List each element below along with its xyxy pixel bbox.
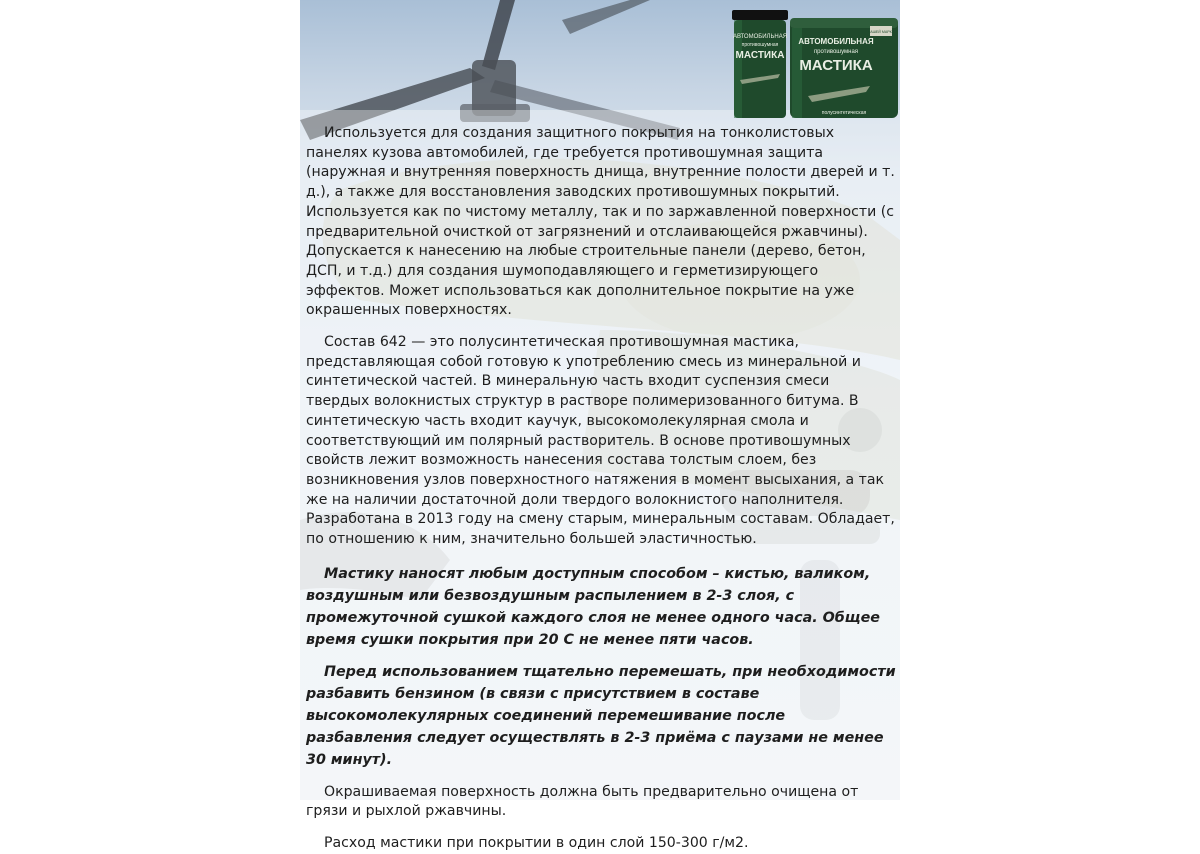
small-can-line3: МАСТИКА: [735, 50, 785, 61]
article-text: [306, 124, 896, 854]
large-can-line1: АВТОМОБИЛЬНАЯ: [798, 37, 874, 46]
paragraph-surface-prep: Окрашиваемая поверхность должна быть предварительно очищена от грязи и рыхлой ржавчины.: [306, 783, 859, 820]
paragraph-application-method: Мастику наносят любым доступным способом – кистью, валиком, воздушным или безвоздушным распылением в 2-3 слоя, с промежуточной сушкой каждого слоя не менее одного часа. Общее время сушки покрытия при 20 С не менее пяти часов.: [306, 565, 880, 648]
product-info-panel: [300, 0, 900, 852]
paragraph-consumption: Расход мастики при покрытии в один слой 150-300 г/м2.: [324, 835, 749, 852]
small-can-line1: АВТОМОБИЛЬНАЯ: [732, 34, 788, 40]
paragraph-composition: Состав 642 — это полусинтетическая противошумная мастика, представляющая собой готовую к употреблению смесь из минеральной и синтетической частей. В минеральную часть входит суспензия смеси твердых волокнистых структур в растворе полимеризованного битума. В синтетическую часть входит каучук, высокомолекулярная смола и соответствующий им полярный растворитель. В основе противошумных свойств лежит возможность нанесения состава толстым слоем, без возникновения узлов поверхностного натяжения в момент высыхания, а так же на наличии достаточной доли твердого волокнистого наполнителя. Разработана в 2013 году на смену старым, минеральным составам. Обладает, по отношению к ним, значительно большей эластичностью.: [306, 334, 895, 548]
paragraph-preparation: Перед использованием тщательно перемешать, при необходимости разбавить бензином (в связи с присутствием в составе высокомолекулярных соединений перемешивание после разбавления следует осуществлять в 2-3 приёма с паузами не менее 30 минут).: [306, 663, 896, 768]
large-can-badge: НАШЕЙ МАРКИ: [867, 30, 895, 34]
large-can-bottom-text: полусинтетическая: [821, 110, 867, 116]
product-cans-image: [730, 4, 900, 120]
paragraph-usage: Используется для создания защитного покрытия на тонколистовых панелях кузова автомобилей, где требуется противошумная защита (наружная и внутренняя поверхность днища, внутренние полости дверей и т. д.), а также для восстановления заводских противошумных покрытий. Используется как по чистому металлу, так и по заржавленной поверхности (с предварительной очисткой от загрязнений и отслаивающейся ржавчины). Допускается к нанесению на любые строительные панели (дерево, бетон, ДСП, и т.д.) для создания шумоподавляющего и герметизирующего эффектов. Может использоваться как дополнительное покрытие на уже окрашенных поверхностях.: [306, 125, 895, 319]
large-can-line2: противошумная: [813, 49, 859, 55]
small-can-line2: противошумная: [741, 42, 779, 48]
large-can-line3: МАСТИКА: [799, 57, 873, 74]
